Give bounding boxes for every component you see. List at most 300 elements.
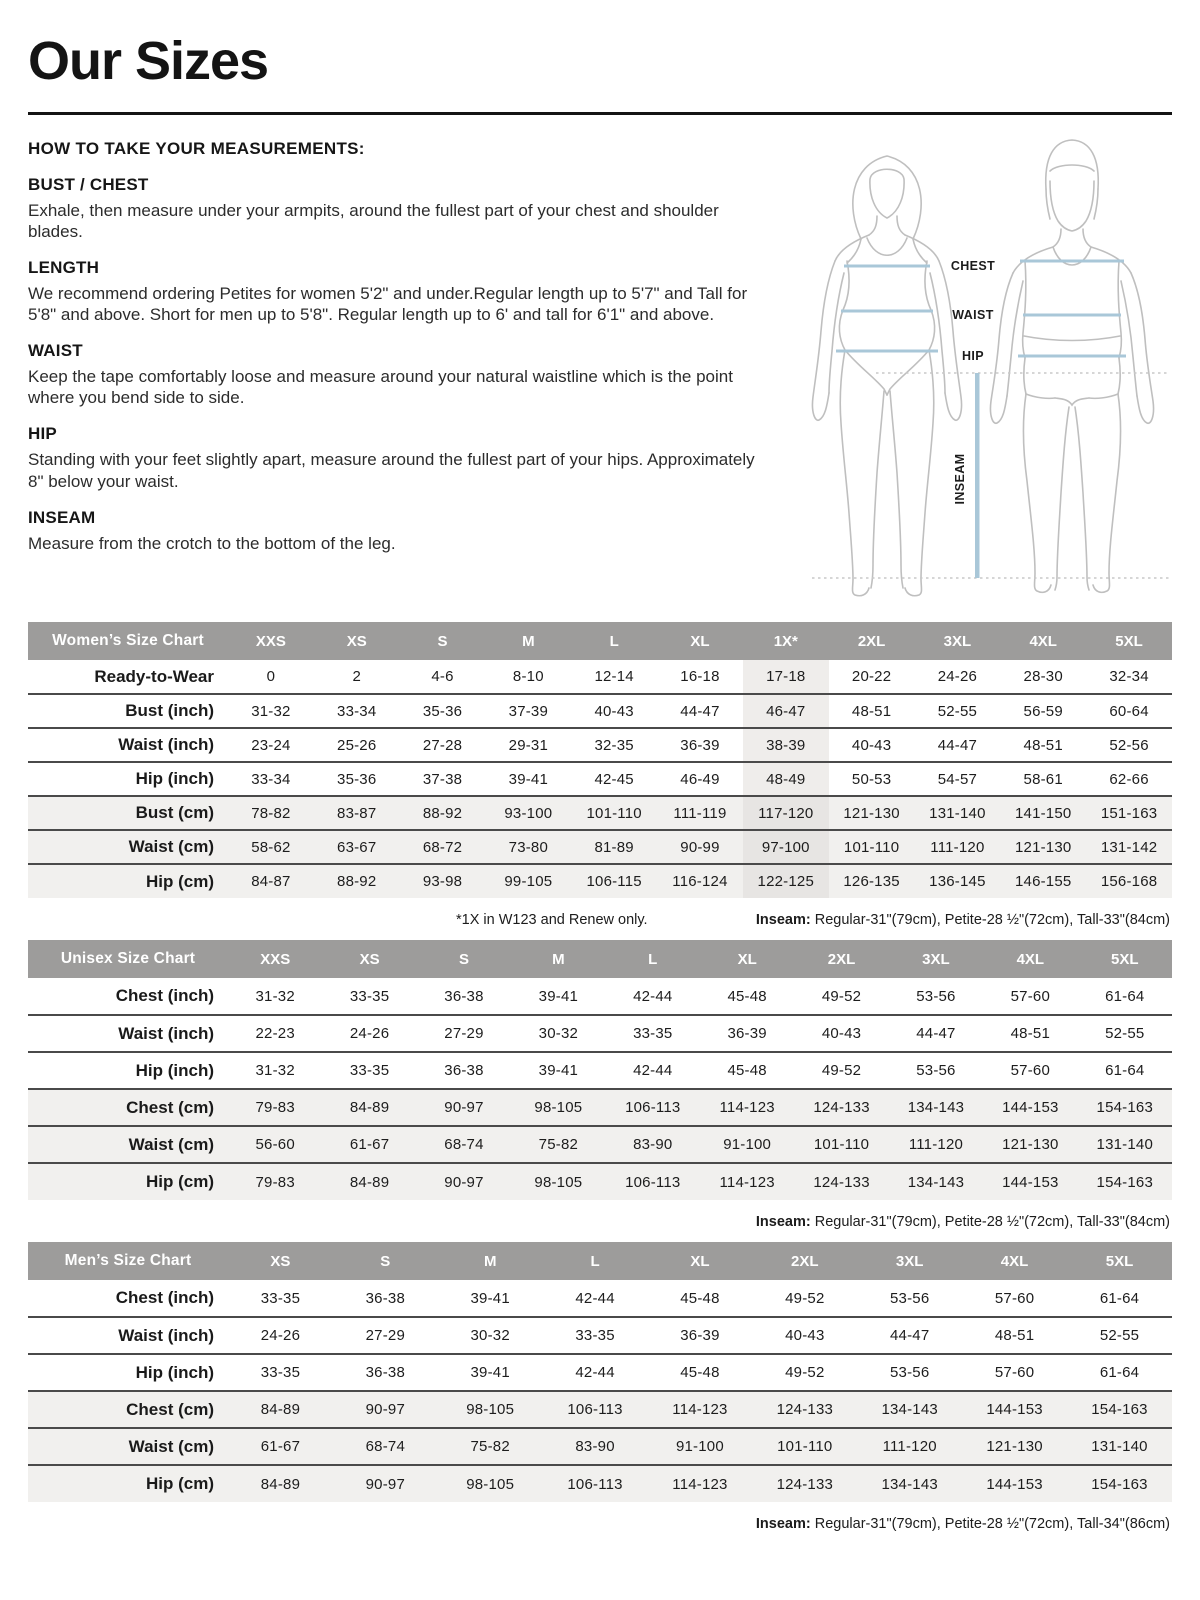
size-value-cell: 36-39	[680, 736, 720, 754]
size-value-cell: 91-100	[675, 1438, 724, 1455]
table-title-cell: Unisex Size Chart	[28, 940, 228, 978]
section-title: HIP	[28, 424, 57, 444]
size-value-cell: 146-155	[1014, 873, 1072, 890]
size-table-row	[28, 1052, 1172, 1089]
size-value-cell: 33-34	[251, 770, 291, 788]
size-value-cell: 58-62	[251, 838, 291, 856]
size-value-cell: 33-35	[349, 1062, 390, 1079]
size-value-cell: 63-67	[337, 838, 377, 856]
size-value-cell: 35-36	[337, 770, 377, 788]
size-value-cell: 44-47	[680, 702, 720, 720]
size-value-cell: 131-140	[929, 804, 986, 822]
size-value-cell: 91-100	[723, 1136, 772, 1153]
size-value-cell: 106-113	[567, 1401, 623, 1418]
size-value-cell: 97-100	[743, 830, 829, 864]
size-value-cell: 84-87	[251, 873, 291, 890]
size-value-cell: 31-32	[251, 702, 291, 720]
section-waist	[28, 341, 772, 408]
size-value-cell: 45-48	[727, 1062, 767, 1079]
size-column-header: 1X*	[743, 622, 829, 660]
figure-svg	[772, 129, 1172, 604]
size-value-cell: 68-72	[422, 838, 463, 856]
size-value-cell: 36-38	[365, 1364, 405, 1381]
size-value-cell: 144-153	[986, 1475, 1043, 1493]
size-value-cell: 48-51	[1023, 736, 1063, 754]
size-value-cell: 134-143	[881, 1401, 938, 1418]
size-column-header: XS	[322, 940, 416, 978]
size-value-cell: 53-56	[890, 1289, 930, 1307]
size-table-row	[28, 1354, 1172, 1391]
section-title: INSEAM	[28, 507, 96, 527]
size-column-header: 4XL	[962, 1242, 1067, 1280]
size-value-cell: 27-29	[444, 1025, 484, 1042]
size-value-cell: 57-60	[994, 1364, 1035, 1381]
size-value-cell: 38-39	[743, 728, 829, 762]
size-value-cell: 39-41	[470, 1364, 510, 1381]
row-label: Hip (inch)	[135, 769, 214, 788]
size-value-cell: 131-140	[1091, 1438, 1148, 1455]
size-column-header: 4XL	[983, 940, 1077, 978]
size-value-cell: 61-64	[1105, 987, 1145, 1005]
size-value-cell: 124-133	[813, 1099, 870, 1116]
size-value-cell: 124-133	[813, 1173, 870, 1191]
size-table-row	[28, 728, 1172, 762]
inseam-footnote-text: Regular-31"(79cm), Petite-28 ½"(72cm), Tall-34"(86cm)	[810, 1516, 1170, 1532]
size-column-header: XL	[648, 1242, 753, 1280]
size-value-cell: 4-6	[431, 668, 454, 685]
row-label: Ready-to-Wear	[94, 666, 214, 686]
section-bust-chest	[28, 175, 772, 242]
size-value-cell: 62-66	[1109, 770, 1149, 788]
size-table-row	[28, 1465, 1172, 1502]
unisex-size-table	[28, 940, 1172, 1200]
unisex-table-footnotes	[28, 1200, 1172, 1240]
size-value-cell: 90-97	[444, 1173, 484, 1191]
size-value-cell: 61-64	[1099, 1364, 1140, 1381]
size-value-cell: 39-41	[538, 1062, 579, 1079]
size-value-cell: 42-44	[575, 1364, 615, 1381]
inseam-footnote-label: Inseam:	[755, 1214, 811, 1230]
woman-figure	[812, 156, 961, 596]
size-value-cell: 30-32	[538, 1025, 579, 1042]
size-value-cell: 57-60	[1010, 987, 1050, 1005]
size-table-row	[28, 864, 1172, 898]
size-table-row	[28, 694, 1172, 728]
size-column-header: 5XL	[1086, 622, 1172, 660]
size-value-cell: 48-49	[743, 762, 829, 796]
size-value-cell: 48-51	[994, 1327, 1035, 1344]
size-value-cell: 90-97	[365, 1475, 405, 1493]
size-value-cell: 27-29	[365, 1327, 405, 1344]
size-value-cell: 98-105	[534, 1099, 583, 1116]
size-column-header: L	[606, 940, 700, 978]
size-value-cell: 68-74	[444, 1136, 484, 1153]
size-value-cell: 60-64	[1109, 702, 1149, 720]
page-title: Our Sizes	[28, 31, 269, 91]
size-value-cell: 37-38	[422, 770, 463, 788]
size-value-cell: 23-24	[251, 736, 291, 754]
size-value-cell: 101-110	[586, 804, 642, 822]
footnote-inseam	[756, 912, 1170, 928]
size-column-header: M	[511, 940, 605, 978]
size-column-header: XS	[314, 622, 400, 660]
size-value-cell: 36-38	[365, 1289, 405, 1307]
size-column-header: 2XL	[794, 940, 888, 978]
size-value-cell: 40-43	[821, 1025, 862, 1042]
size-column-header: S	[400, 622, 486, 660]
size-value-cell: 2	[352, 668, 361, 685]
size-value-cell: 81-89	[594, 838, 634, 856]
size-value-cell: 114-123	[719, 1099, 775, 1116]
row-label: Chest (cm)	[126, 1097, 214, 1117]
size-value-cell: 84-89	[260, 1475, 301, 1493]
size-value-cell: 61-64	[1105, 1062, 1145, 1079]
section-body: Measure from the crotch to the bottom of the leg.	[28, 533, 396, 553]
row-label: Chest (inch)	[115, 1288, 214, 1307]
size-value-cell: 36-38	[444, 1062, 484, 1079]
mens-table-footnotes	[28, 1502, 1172, 1542]
size-value-cell: 154-163	[1096, 1099, 1153, 1116]
size-value-cell: 45-48	[680, 1364, 720, 1381]
size-value-cell: 33-35	[575, 1327, 615, 1344]
size-value-cell: 8-10	[512, 668, 544, 685]
size-value-cell: 78-82	[251, 804, 291, 822]
size-value-cell: 40-43	[594, 702, 634, 720]
size-column-header: L	[571, 622, 657, 660]
section-body: Standing with your feet slightly apart, measure around the fullest part of your hips. Approximately 8" below your waist.	[28, 450, 755, 491]
size-value-cell: 24-26	[260, 1327, 301, 1344]
size-value-cell: 31-32	[255, 987, 295, 1005]
size-value-cell: 53-56	[890, 1364, 930, 1381]
size-table-header-row	[28, 622, 1172, 660]
size-column-header: M	[485, 622, 571, 660]
size-value-cell: 154-163	[1091, 1401, 1148, 1418]
size-table-header-row	[28, 940, 1172, 978]
row-label: Waist (inch)	[118, 735, 214, 754]
size-value-cell: 106-113	[625, 1099, 681, 1116]
womens-size-chart-block	[28, 622, 1172, 938]
size-value-cell: 54-57	[937, 770, 978, 788]
size-value-cell: 126-135	[843, 873, 900, 890]
size-column-header: 3XL	[889, 940, 983, 978]
womens-table-footnotes	[28, 898, 1172, 938]
row-label: Hip (inch)	[135, 1362, 214, 1382]
size-table-row	[28, 762, 1172, 796]
section-body: Keep the tape comfortably loose and measure around your natural waistline which is the point where you bend side to side.	[28, 367, 733, 408]
size-table-row	[28, 660, 1172, 694]
size-value-cell: 16-18	[680, 668, 720, 685]
size-value-cell: 29-31	[508, 736, 549, 754]
section-title: BUST / CHEST	[28, 175, 149, 194]
size-value-cell: 154-163	[1091, 1475, 1148, 1493]
size-value-cell: 48-51	[1010, 1025, 1050, 1042]
size-value-cell: 98-105	[466, 1475, 515, 1493]
size-table-row	[28, 1015, 1172, 1052]
size-value-cell: 39-41	[538, 987, 579, 1005]
size-value-cell: 24-26	[937, 668, 978, 685]
section-body: Exhale, then measure under your armpits, around the fullest part of your chest and shoulder blades.	[28, 201, 719, 242]
size-value-cell: 144-153	[1002, 1099, 1059, 1116]
size-value-cell: 56-60	[255, 1136, 295, 1153]
size-value-cell: 28-30	[1023, 668, 1063, 685]
size-value-cell: 32-34	[1109, 668, 1149, 685]
mens-size-chart-block	[28, 1242, 1172, 1542]
size-value-cell: 134-143	[881, 1475, 938, 1493]
size-value-cell: 12-14	[594, 668, 634, 685]
size-value-cell: 22-23	[255, 1025, 295, 1042]
size-value-cell: 49-52	[821, 987, 862, 1005]
size-value-cell: 83-87	[337, 804, 377, 822]
hip-label: HIP	[961, 349, 985, 363]
size-value-cell: 52-55	[1105, 1025, 1145, 1042]
size-value-cell: 121-130	[986, 1438, 1043, 1455]
size-value-cell: 42-44	[633, 1062, 673, 1079]
size-value-cell: 99-105	[504, 873, 553, 890]
section-length	[28, 258, 772, 325]
size-value-cell: 90-97	[365, 1401, 405, 1418]
size-value-cell: 37-39	[508, 702, 549, 720]
size-value-cell: 33-35	[633, 1025, 673, 1042]
row-label: Bust (cm)	[135, 803, 214, 822]
size-value-cell: 0	[266, 668, 276, 685]
size-value-cell: 116-124	[672, 873, 728, 890]
row-label: Chest (inch)	[115, 986, 214, 1005]
size-value-cell: 98-105	[466, 1401, 515, 1418]
footnote-inseam	[756, 1214, 1170, 1230]
size-value-cell: 117-120	[743, 796, 829, 830]
chest-label: CHEST	[950, 259, 996, 273]
size-value-cell: 44-47	[937, 736, 978, 754]
size-value-cell: 20-22	[851, 668, 892, 685]
size-column-header: 2XL	[752, 1242, 857, 1280]
size-value-cell: 141-150	[1014, 804, 1072, 822]
section-body: We recommend ordering Petites for women 5'2" and under.Regular length up to 5'7" and Tall for 5'8" and above. Short for men up to 5'8". Regular length up to 6' and tall for 6'1" and above.	[28, 284, 748, 325]
size-value-cell: 30-32	[470, 1327, 510, 1344]
table-title-cell: Women’s Size Chart	[28, 622, 228, 660]
size-value-cell: 49-52	[821, 1062, 862, 1079]
size-column-header: S	[417, 940, 511, 978]
footnote-inseam	[756, 1516, 1170, 1532]
size-value-cell: 134-143	[907, 1173, 965, 1191]
size-value-cell: 57-60	[994, 1289, 1035, 1307]
row-label: Waist (inch)	[118, 1325, 214, 1345]
inseam-footnote-label: Inseam:	[755, 1516, 811, 1532]
size-value-cell: 98-105	[534, 1173, 583, 1191]
size-table-row	[28, 978, 1172, 1015]
row-label: Bust (inch)	[125, 701, 214, 720]
size-value-cell: 131-140	[1096, 1136, 1153, 1153]
size-value-cell: 121-130	[843, 804, 900, 822]
size-value-cell: 61-67	[349, 1136, 390, 1153]
size-value-cell: 61-64	[1099, 1289, 1140, 1307]
size-table-row	[28, 1089, 1172, 1126]
size-value-cell: 42-44	[575, 1289, 615, 1307]
size-value-cell: 84-89	[260, 1401, 301, 1418]
row-label: Hip (cm)	[146, 1474, 214, 1493]
inseam-bar	[975, 373, 980, 578]
size-value-cell: 68-74	[365, 1438, 405, 1455]
size-column-header: 5XL	[1078, 940, 1172, 978]
size-value-cell: 124-133	[776, 1475, 834, 1493]
size-column-header: S	[333, 1242, 438, 1280]
size-value-cell: 134-143	[907, 1099, 965, 1116]
size-value-cell: 40-43	[851, 736, 892, 754]
size-value-cell: 106-115	[586, 873, 642, 890]
inseam-footnote-text: Regular-31"(79cm), Petite-28 ½"(72cm), Tall-33"(84cm)	[810, 912, 1170, 928]
size-value-cell: 111-120	[908, 1136, 964, 1153]
size-value-cell: 53-56	[916, 987, 956, 1005]
body-measurement-diagram	[772, 115, 1172, 604]
row-label: Chest (cm)	[126, 1399, 214, 1419]
size-value-cell: 42-44	[633, 987, 673, 1005]
size-value-cell: 136-145	[929, 873, 986, 890]
size-column-header: XL	[700, 940, 794, 978]
row-label: Hip (cm)	[146, 871, 214, 891]
size-table-row	[28, 1317, 1172, 1354]
size-value-cell: 75-82	[470, 1438, 510, 1455]
size-value-cell: 101-110	[777, 1438, 833, 1455]
row-label: Waist (inch)	[118, 1023, 214, 1043]
size-value-cell: 33-35	[349, 987, 390, 1005]
size-column-header: XS	[228, 1242, 333, 1280]
size-column-header: XXS	[228, 622, 314, 660]
row-label: Hip (inch)	[135, 1060, 214, 1080]
size-value-cell: 42-45	[594, 770, 634, 788]
section-title: WAIST	[28, 341, 83, 361]
womens-size-table	[28, 622, 1172, 898]
size-value-cell: 48-51	[851, 702, 892, 720]
size-value-cell: 124-133	[776, 1401, 834, 1418]
row-label: Waist (cm)	[128, 837, 214, 856]
size-value-cell: 154-163	[1096, 1173, 1153, 1191]
size-value-cell: 106-113	[567, 1475, 623, 1493]
section-inseam	[28, 508, 772, 554]
size-column-header: 4XL	[1000, 622, 1086, 660]
size-column-header: XL	[657, 622, 743, 660]
size-value-cell: 53-56	[916, 1062, 956, 1079]
size-table-row	[28, 1391, 1172, 1428]
size-value-cell: 27-28	[422, 736, 463, 754]
size-table-row	[28, 830, 1172, 864]
size-value-cell: 144-153	[986, 1401, 1043, 1418]
size-value-cell: 36-39	[727, 1025, 767, 1042]
row-label: Waist (cm)	[128, 1134, 214, 1154]
size-value-cell: 52-55	[937, 702, 978, 720]
size-value-cell: 111-120	[882, 1438, 937, 1455]
size-value-cell: 101-110	[813, 1136, 870, 1153]
size-value-cell: 25-26	[337, 736, 377, 754]
size-value-cell: 83-90	[575, 1438, 615, 1455]
size-column-header: 3XL	[857, 1242, 962, 1280]
size-value-cell: 46-49	[680, 770, 720, 788]
size-value-cell: 106-113	[625, 1173, 681, 1191]
size-table-row	[28, 1280, 1172, 1317]
inseam-footnote-label: Inseam:	[755, 912, 811, 928]
size-value-cell: 84-89	[349, 1099, 390, 1116]
waist-label: WAIST	[952, 308, 994, 322]
size-value-cell: 24-26	[349, 1025, 390, 1042]
size-value-cell: 73-80	[508, 838, 549, 856]
size-value-cell: 40-43	[785, 1327, 825, 1344]
size-value-cell: 56-59	[1023, 702, 1063, 720]
size-table-row	[28, 1126, 1172, 1163]
size-value-cell: 156-168	[1100, 873, 1158, 890]
size-value-cell: 46-47	[743, 694, 829, 728]
size-value-cell: 121-130	[1014, 838, 1072, 856]
size-value-cell: 36-39	[680, 1327, 720, 1344]
size-value-cell: 114-123	[672, 1475, 728, 1493]
size-value-cell: 49-52	[785, 1289, 825, 1307]
size-value-cell: 36-38	[444, 987, 484, 1005]
size-value-cell: 52-55	[1099, 1327, 1140, 1344]
size-table-row	[28, 1428, 1172, 1465]
man-figure	[990, 140, 1153, 592]
size-value-cell: 31-32	[255, 1062, 295, 1079]
size-value-cell: 83-90	[633, 1136, 673, 1153]
size-value-cell: 111-119	[673, 804, 727, 822]
size-column-header: XXS	[228, 940, 322, 978]
size-column-header: 2XL	[829, 622, 915, 660]
inseam-footnote-text: Regular-31"(79cm), Petite-28 ½"(72cm), Tall-33"(84cm)	[810, 1214, 1170, 1230]
size-value-cell: 88-92	[337, 873, 377, 890]
top-section	[28, 115, 1172, 604]
size-value-cell: 32-35	[594, 736, 634, 754]
section-title: LENGTH	[28, 258, 100, 278]
size-value-cell: 144-153	[1002, 1173, 1059, 1191]
size-value-cell: 111-120	[930, 838, 985, 856]
size-value-cell: 33-35	[260, 1364, 301, 1381]
size-value-cell: 52-56	[1109, 736, 1149, 754]
size-value-cell: 49-52	[785, 1364, 825, 1381]
size-value-cell: 88-92	[422, 804, 463, 822]
unisex-size-chart-block	[28, 940, 1172, 1240]
size-table-header-row	[28, 1242, 1172, 1280]
size-value-cell: 35-36	[422, 702, 463, 720]
measurement-instructions	[28, 115, 772, 554]
mens-size-table	[28, 1242, 1172, 1502]
size-column-header: M	[438, 1242, 543, 1280]
size-table-row	[28, 1163, 1172, 1200]
size-value-cell: 114-123	[672, 1401, 728, 1418]
size-value-cell: 79-83	[255, 1099, 295, 1116]
size-value-cell: 61-67	[260, 1438, 301, 1455]
row-label: Waist (cm)	[128, 1436, 214, 1456]
size-value-cell: 84-89	[349, 1173, 390, 1191]
size-value-cell: 93-98	[422, 873, 463, 890]
size-value-cell: 75-82	[538, 1136, 579, 1153]
section-hip	[28, 424, 772, 491]
size-column-header: 3XL	[915, 622, 1001, 660]
size-value-cell: 44-47	[916, 1025, 956, 1042]
size-value-cell: 121-130	[1002, 1136, 1059, 1153]
size-value-cell: 44-47	[890, 1327, 930, 1344]
size-column-header: L	[543, 1242, 648, 1280]
size-value-cell: 39-41	[508, 770, 549, 788]
measurements-heading: HOW TO TAKE YOUR MEASUREMENTS:	[28, 139, 365, 158]
size-value-cell: 33-34	[337, 702, 377, 720]
size-value-cell: 33-35	[260, 1289, 301, 1307]
size-value-cell: 93-100	[504, 804, 553, 822]
inseam-label: INSEAM	[953, 453, 967, 505]
size-value-cell: 101-110	[843, 838, 900, 856]
size-value-cell: 131-142	[1100, 838, 1158, 856]
size-value-cell: 90-97	[444, 1099, 484, 1116]
table-title-cell: Men’s Size Chart	[28, 1242, 228, 1280]
size-value-cell: 45-48	[727, 987, 767, 1005]
size-value-cell: 58-61	[1023, 770, 1063, 788]
footnote-1x-note: *1X in W123 and Renew only.	[456, 912, 648, 928]
size-table-row	[28, 796, 1172, 830]
